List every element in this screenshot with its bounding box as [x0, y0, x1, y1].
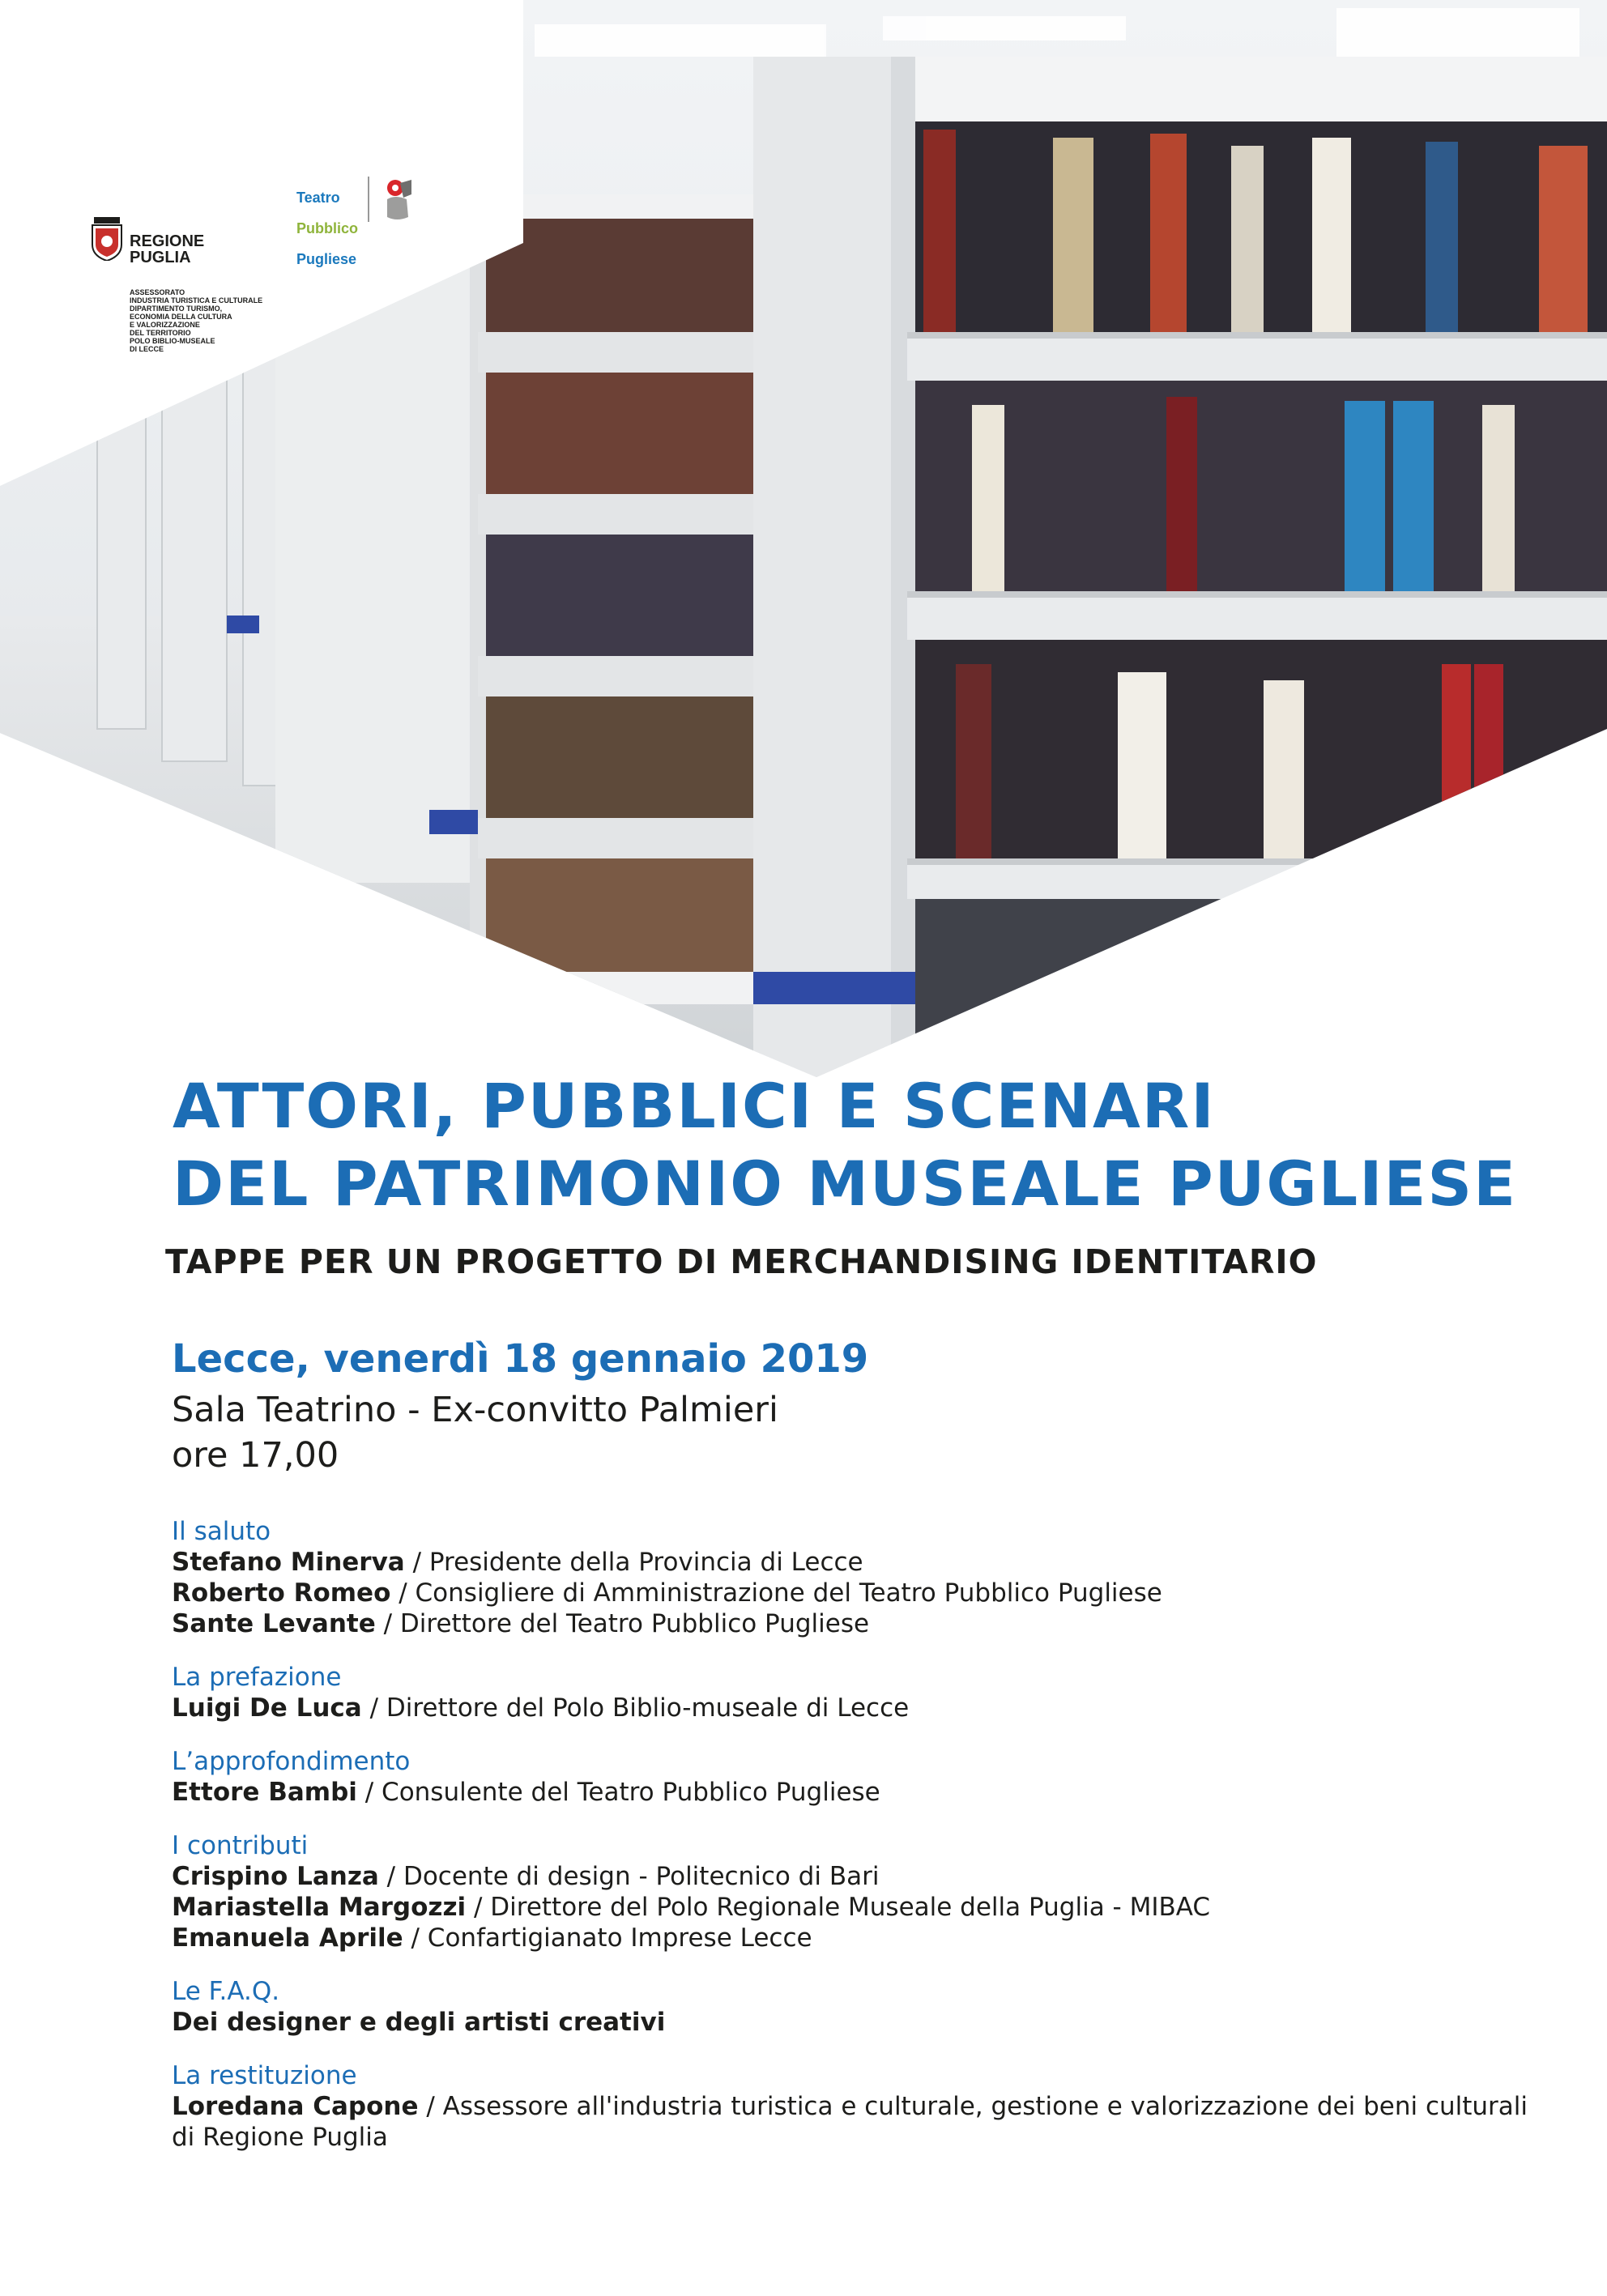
- speaker-role: / Confartigianato Imprese Lecce: [403, 1923, 812, 1953]
- event-title-line1: ATTORI, PUBBLICI E SCENARI: [173, 1070, 1216, 1142]
- event-title: [173, 1067, 1549, 1223]
- program-section-label: Le F.A.Q.: [172, 1977, 280, 2006]
- speaker-entry: [172, 1892, 1549, 1923]
- tpp-logo-text: [296, 175, 358, 283]
- regione-puglia-crest-icon: [91, 217, 123, 261]
- speaker-name: Stefano Minerva: [172, 1548, 405, 1577]
- speaker-role: / Consulente del Teatro Pubblico Pugliese: [356, 1778, 880, 1807]
- event-venue: Sala Teatrino - Ex-convitto Palmieri: [172, 1390, 778, 1430]
- teatro-pubblico-pugliese-logo: [296, 175, 434, 267]
- program-section: [172, 1662, 1549, 1723]
- program-section-label: L’approfondimento: [172, 1747, 411, 1776]
- program-section: [172, 2060, 1549, 2153]
- speaker-name: Sante Levante: [172, 1609, 376, 1638]
- tpp-logo-divider: [368, 177, 369, 222]
- speaker-role: / Assessore all'industria turistica e culturale, gestione e valorizzazione dei beni culturali di Regione Puglia: [172, 2092, 1528, 2152]
- tpp-logo-line3: Pugliese: [296, 251, 357, 267]
- speaker-name: Loredana Capone: [172, 2092, 419, 2121]
- region-name: REGIONE PUGLIA: [130, 232, 205, 266]
- speaker-name: Crispino Lanza: [172, 1862, 379, 1891]
- program-section-label: Il saluto: [172, 1517, 271, 1546]
- speaker-name: Roberto Romeo: [172, 1578, 391, 1608]
- speaker-role: / Direttore del Polo Regionale Museale della Puglia - MIBAC: [466, 1893, 1211, 1922]
- event-date: Lecce, venerdì 18 gennaio 2019: [172, 1336, 869, 1382]
- department-text: ASSESSORATO INDUSTRIA TURISTICA E CULTURALE DIPARTIMENTO TURISMO, ECONOMIA DELLA CULTURA E VALORIZZAZIONE DEL TERRITORIO POLO BIBLIO-MUSEALE DI LECCE: [130, 288, 263, 353]
- program-section: [172, 1830, 1549, 1953]
- library-photo: [0, 0, 1607, 1077]
- speaker-role: / Direttore del Teatro Pubblico Pugliese: [375, 1609, 870, 1638]
- speaker-role: / Presidente della Provincia di Lecce: [404, 1548, 863, 1577]
- speaker-name: Luigi De Luca: [172, 1693, 362, 1723]
- speaker-entry: [172, 1547, 1549, 1578]
- theatre-mask-icon: [376, 175, 424, 224]
- speaker-name: Dei designer e degli artisti creativi: [172, 2008, 666, 2037]
- speaker-entry: [172, 1923, 1549, 1953]
- event-time: ore 17,00: [172, 1435, 339, 1476]
- speaker-name: Ettore Bambi: [172, 1778, 357, 1807]
- program-section-label: I contributi: [172, 1831, 309, 1860]
- program-section-label: La restituzione: [172, 2061, 357, 2090]
- tpp-logo-line2: Pubblico: [296, 220, 358, 236]
- program: [172, 1516, 1549, 2175]
- speaker-entry: [172, 1608, 1549, 1639]
- event-subtitle: TAPPE PER UN PROGETTO DI MERCHANDISING IDENTITARIO: [165, 1242, 1318, 1281]
- speaker-entry: [172, 2091, 1549, 2153]
- speaker-role: / Direttore del Polo Biblio-museale di Lecce: [361, 1693, 910, 1723]
- tpp-logo-line1: Teatro: [296, 190, 340, 206]
- speaker-entry: [172, 1861, 1549, 1892]
- event-title-line2: DEL PATRIMONIO MUSEALE PUGLIESE: [173, 1148, 1518, 1220]
- speaker-name: Emanuela Aprile: [172, 1923, 403, 1953]
- program-section: [172, 1516, 1549, 1639]
- speaker-entry: [172, 1578, 1549, 1608]
- program-section: [172, 1976, 1549, 2038]
- speaker-entry: [172, 1777, 1549, 1808]
- program-section: [172, 1746, 1549, 1808]
- speaker-role: / Consigliere di Amministrazione del Teatro Pubblico Pugliese: [390, 1578, 1162, 1608]
- speaker-entry: [172, 1693, 1549, 1723]
- program-section-label: La prefazione: [172, 1663, 342, 1692]
- speaker-role: / Docente di design - Politecnico di Bari: [378, 1862, 880, 1891]
- speaker-entry: [172, 2007, 1549, 2038]
- speaker-name: Mariastella Margozzi: [172, 1893, 467, 1922]
